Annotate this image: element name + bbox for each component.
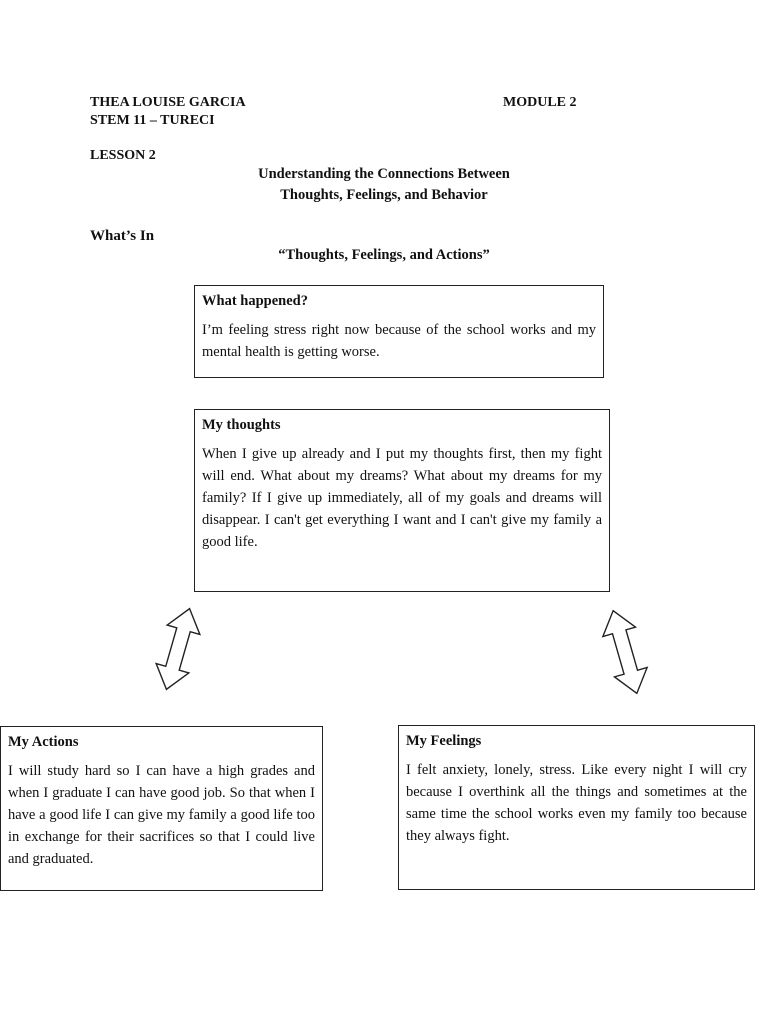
my-feelings-text: I felt anxiety, lonely, stress. Like every night I will cry because I overthink all the things and sometimes at the same time the school works even my family too because they always fight.: [406, 762, 747, 844]
my-thoughts-text: When I give up already and I put my thoughts first, then my fight will end. What about my dreams? What about my dreams for my family? If I give up immediately, all of my goals and dreams will disappear. I can't get everything I want and I can't give my family a good life.: [202, 446, 602, 550]
my-actions-title: My Actions: [8, 734, 79, 750]
what-happened-text: I’m feeling stress right now because of the school works and my mental health is getting worse.: [202, 322, 596, 360]
my-feelings-title: My Feelings: [406, 733, 482, 749]
lesson-title-line1: Understanding the Connections Between: [258, 166, 510, 182]
what-happened-title: What happened?: [202, 293, 308, 309]
my-actions-box: [0, 726, 323, 891]
activity-title: “Thoughts, Feelings, and Actions”: [278, 247, 490, 263]
my-thoughts-title: My thoughts: [202, 417, 281, 433]
left-double-arrow-icon: [138, 604, 218, 694]
strand-section: STEM 11 – TURECI: [90, 113, 215, 128]
my-feelings-box: [398, 725, 755, 890]
student-name: THEA LOUISE GARCIA: [90, 95, 246, 110]
lesson-label: LESSON 2: [90, 148, 156, 163]
my-actions-text: I will study hard so I can have a high grades and when I graduate I can have good job. So that when I have a good life I can give my family a good life too in exchange for their sacrifices so that I could live and graduated.: [8, 763, 315, 867]
module-label: MODULE 2: [503, 95, 577, 110]
what-happened-box: [194, 285, 604, 378]
my-thoughts-box: [194, 409, 610, 592]
section-label: What’s In: [90, 228, 155, 244]
lesson-title-line2: Thoughts, Feelings, and Behavior: [280, 187, 488, 203]
right-double-arrow-icon: [585, 606, 665, 698]
